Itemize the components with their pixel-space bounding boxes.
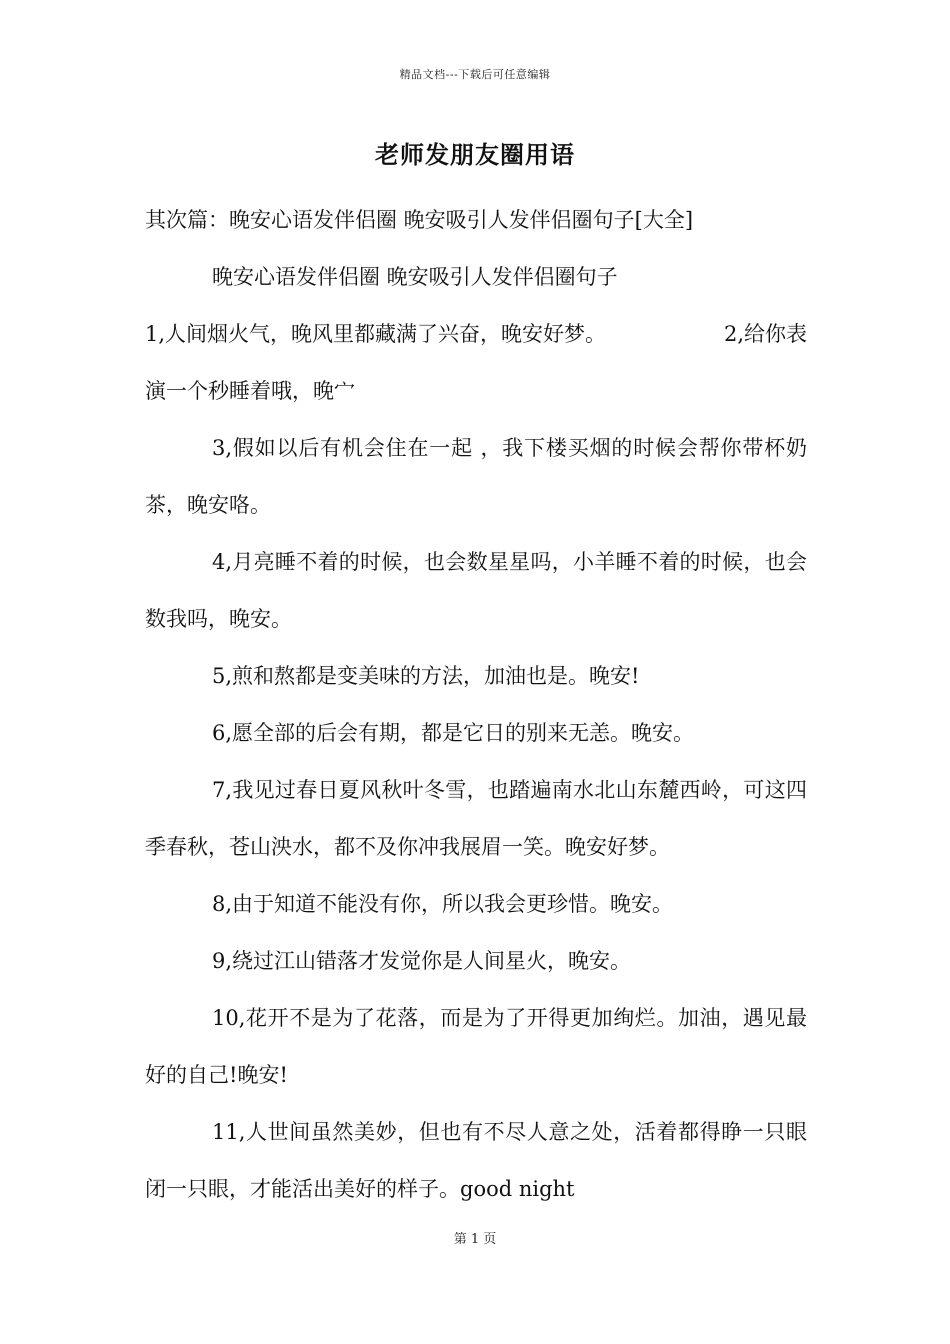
item-1-text: 1,人间烟火气，晚风里都藏满了兴奋，晚安好梦。 bbox=[145, 322, 607, 346]
paragraph-list bbox=[145, 420, 807, 1218]
paragraph-item: 10,花开不是为了花落，而是为了开得更加绚烂。加油，遇见最好的自己!晚安! bbox=[145, 1006, 807, 1087]
header-note: 精品文档---下载后可任意编辑 bbox=[399, 68, 551, 81]
document-title: 老师发朋友圈用语 bbox=[375, 140, 575, 169]
paragraph-item: 6,愿全部的后会有期，都是它日的别来无恙。晚安。 bbox=[212, 721, 695, 745]
paragraph-item: 5,煎和熬都是变美味的方法，加油也是。晚安! bbox=[212, 664, 640, 688]
paragraph-item: 3,假如以后有机会住在一起 ，我下楼买烟的时候会帮你带杯奶茶，晚安咯。 bbox=[145, 436, 807, 517]
paragraph-item: 8,由于知道不能没有你，所以我会更珍惜。晚安。 bbox=[212, 892, 674, 916]
paragraph-item: 4,月亮睡不着的时候，也会数星星吗，小羊睡不着的时候，也会数我吗，晚安。 bbox=[145, 550, 807, 631]
item-2-continued-text: 演一个秒睡着哦，晚宀 bbox=[145, 379, 355, 403]
item-2-start-text: 2,给你表 bbox=[723, 322, 807, 346]
item-1-line bbox=[145, 306, 807, 363]
page-number-footer: 第 1 页 bbox=[453, 1232, 497, 1247]
paragraph-item: 11,人世间虽然美妙，但也有不尽人意之处，活着都得睁一只眼闭一只眼，才能活出美好的样子。good night bbox=[145, 1120, 807, 1201]
section-title: 其次篇：晚安心语发伴侣圈 晚安吸引人发伴侣圈句子[大全] bbox=[145, 208, 694, 232]
item-1-2-block bbox=[145, 306, 807, 420]
paragraph-item: 9,绕过江山错落才发觉你是人间星火，晚安。 bbox=[212, 949, 632, 973]
paragraph-item: 7,我见过春日夏风秋叶冬雪，也踏遍南水北山东麓西岭，可这四季春秋，苍山泱水，都不及你冲我展眉一笑。晚安好梦。 bbox=[145, 778, 807, 859]
sub-title: 晚安心语发伴侣圈 晚安吸引人发伴侣圈句子 bbox=[212, 265, 618, 289]
